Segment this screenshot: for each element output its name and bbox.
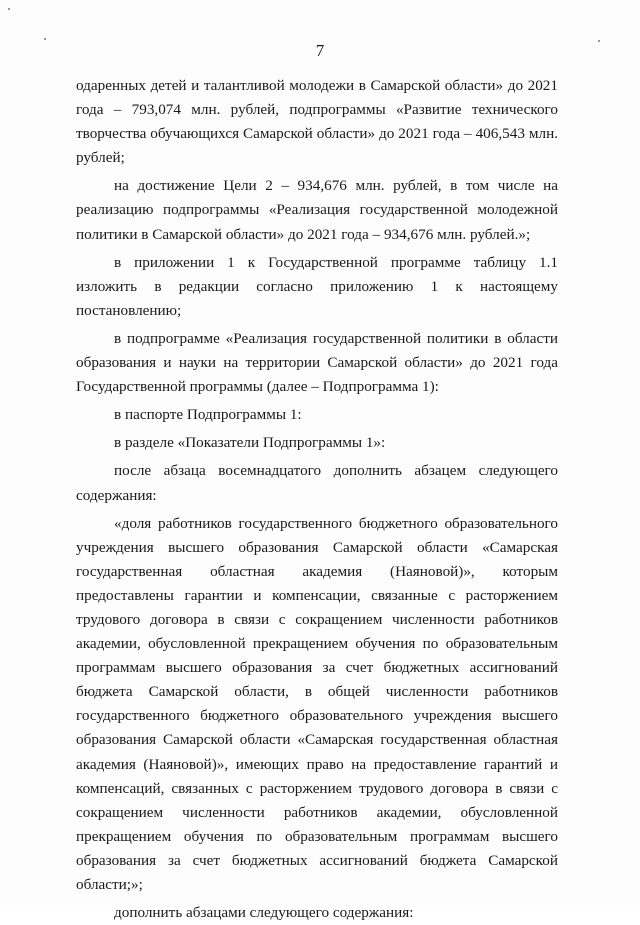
paragraph-supplement: дополнить абзацами следующего содержания:	[114, 904, 414, 922]
paragraph-passport: в паспорте Подпрограммы 1:	[114, 406, 302, 424]
scan-speck	[44, 38, 46, 40]
paragraph-continuation: одаренных детей и талантливой молодежи в Самарской области» до 2021 года – 793,074 млн. рублей, подпрограммы «Развитие технического творчества обучающихся Самарской области» до 2021 года – 406,543 млн. рублей;	[76, 77, 558, 167]
paragraph-after-18th: после абзаца восемнадцатого дополнить абзацем следующего содержания:	[76, 462, 558, 504]
paragraph-appendix-1: в приложении 1 к Государственной программе таблицу 1.1 изложить в редакции согласно приложению 1 к настоящему постановлению;	[76, 253, 558, 319]
paragraph-goal-2: на достижение Цели 2 – 934,676 млн. рублей, в том числе на реализацию подпрограммы «Реализация государственной молодежной политики в Самарской области» до 2021 года – 934,676 млн. рублей.»;	[76, 177, 558, 243]
scan-speck	[8, 8, 10, 10]
paragraph-subprogram-1: в подпрограмме «Реализация государственной политики в области образования и науки на территории Самарской области» до 2021 года Государственной программы (далее – Подпрограмма 1):	[76, 329, 558, 396]
paragraph-indicators-section: в разделе «Показатели Подпрограммы 1»:	[114, 434, 386, 452]
paragraph-quoted-indicator: «доля работников государственного бюджетного образовательного учреждения высшего образования Самарской области «Самарская государственная областная академия (Наяновой)», которым предоставлены гарантии и компенсации, связанные с расторжением трудового договора в связи с сокращением численности работников академии, обусловленной прекращением обучения по образовательным программам высшего образования за счет бюджетных ассигнований бюджета Самарской области, в общей численности работников государственного бюджетного образовательного учреждения высшего образования Самарской области «Самарская государственная областная академия (Наяновой)», имеющих право на предоставление гарантий и компенсаций, связанных с расторжением трудового договора в связи с сокращением численности работников академии, обусловленной прекращением обучения по образовательным программам высшего образования за счет бюджетных ассигнований бюджета Самарской области;»;	[76, 514, 558, 893]
document-body	[76, 74, 558, 925]
page-number: 7	[315, 41, 325, 60]
